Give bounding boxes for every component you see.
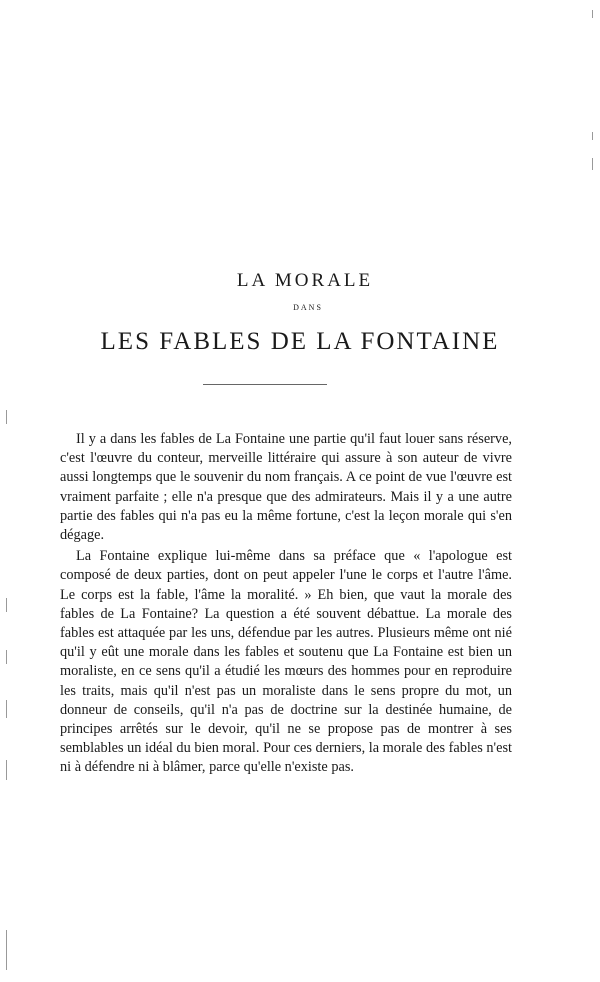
left-margin-mark — [6, 598, 7, 612]
title-separator-rule — [203, 384, 327, 385]
paragraph-2: La Fontaine explique lui-même dans sa préface que « l'apologue est composé de deux parties, dont on peut appeler l'une le corps et l'autre l'âme. Le corps est la fable, l'âme la moralité. » Eh bien, que vaut la morale des fables de La Fontaine? La question a été souvent débattue. La morale des fables est attaquée par les uns, défendue par les autres. Plusieurs même ont nié qu'il y eût une morale dans les fables et soutenu que La Fontaine est bien un moraliste, en ce sens qu'il a étudié les mœurs des hommes pour en reproduire les traits, mais qu'il n'est pas un moraliste dans le sens propre du mot, un donneur de conseils, qu'il n'a pas de doctrine sur la destinée humaine, de principes arrêtés sur le devoir, qu'il ne se propose pas de montrer à ses semblables un idéal du bien moral. Pour ces derniers, la morale des fables n'est ni à défendre ni à blâmer, parce qu'elle n'existe pas. — [60, 548, 512, 776]
left-margin-mark — [6, 760, 7, 780]
title-line-2: LES FABLES DE LA FONTAINE — [100, 328, 500, 355]
right-margin-mark — [592, 10, 593, 18]
left-margin-mark — [6, 410, 7, 424]
title-line-1: LA MORALE — [236, 270, 374, 291]
right-margin-mark — [592, 158, 593, 170]
left-margin-mark — [6, 700, 7, 718]
left-margin-mark — [6, 650, 7, 664]
body-text — [60, 430, 512, 780]
title-block — [0, 268, 600, 358]
right-margin-mark — [592, 132, 593, 140]
paragraph-1: Il y a dans les fables de La Fontaine une partie qu'il faut louer sans réserve, c'est l'œuvre du conteur, merveille littéraire qui assure à son auteur de vivre aussi longtemps que le souvenir du nom français. A ce point de vue l'œuvre est vraiment parfaite ; elle n'a presque que des admirateurs. Mais il y a une autre partie des fables qui n'a pas eu la même fortune, c'est la leçon morale qui s'en dégage. — [60, 431, 512, 544]
title-connector: DANS — [293, 303, 323, 312]
left-margin-mark — [6, 930, 7, 970]
